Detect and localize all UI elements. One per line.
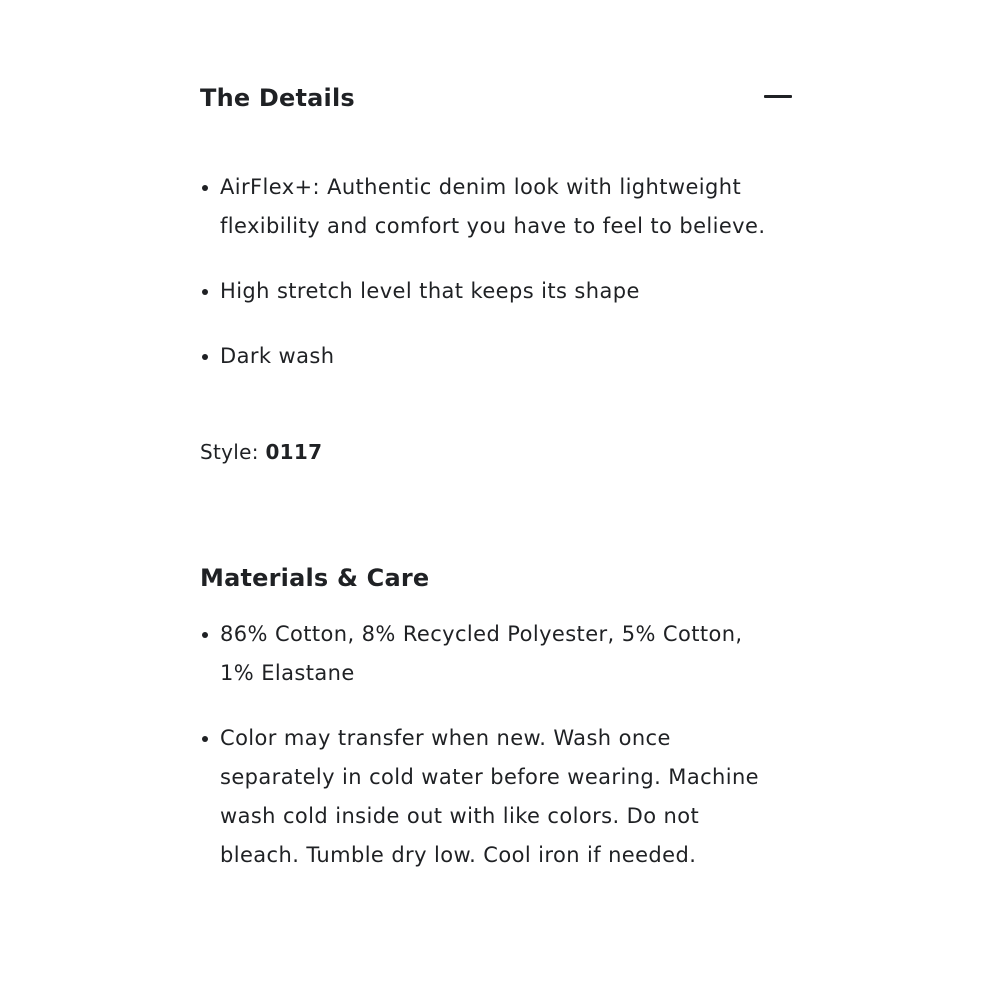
details-item: High stretch level that keeps its shape — [200, 272, 770, 311]
materials-item: Color may transfer when new. Wash once separately in cold water before wearing. Machine wash cold inside out with like colors. Do not bleach. Tumble dry low. Cool iron if needed. — [200, 719, 770, 875]
style-number — [200, 440, 322, 464]
style-label: Style: — [200, 440, 259, 464]
materials-item: 86% Cotton, 8% Recycled Polyester, 5% Cotton, 1% Elastane — [200, 615, 770, 693]
details-item: AirFlex+: Authentic denim look with lightweight flexibility and comfort you have to feel to believe. — [200, 168, 770, 246]
materials-list — [200, 615, 770, 875]
details-section-title: The Details — [200, 84, 355, 112]
style-value: 0117 — [265, 440, 323, 464]
details-item: Dark wash — [200, 337, 770, 376]
materials-section-title: Materials & Care — [200, 564, 430, 592]
minus-icon — [764, 95, 792, 98]
collapse-details-button[interactable] — [760, 82, 796, 112]
details-list — [200, 168, 770, 376]
